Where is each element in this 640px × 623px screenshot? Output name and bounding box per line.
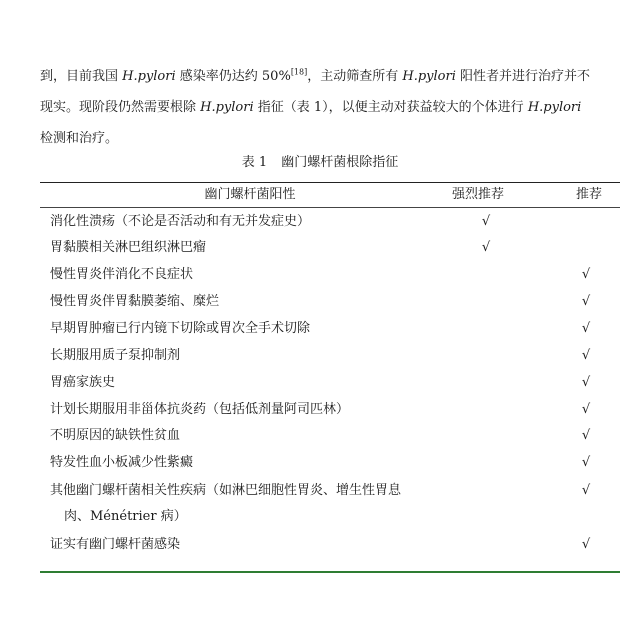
citation-ref[interactable]: [18]: [290, 67, 308, 77]
species-name: H.pylori: [527, 100, 582, 115]
text-segment: 现实。现阶段仍然需要根除: [40, 100, 201, 115]
header-recommend: 推荐: [575, 187, 602, 202]
row-indication: 证实有幽门螺杆菌感染: [50, 537, 181, 552]
header-indication: 幽门螺杆菌阳性: [204, 187, 296, 202]
row-indication-continued: 肉、Ménétrier 病）: [64, 509, 187, 524]
row-indication: 早期胃肿瘤已行内镜下切除或胃次全手术切除: [50, 321, 311, 336]
body-paragraph: [40, 61, 605, 154]
row-indication: 消化性溃疡（不论是否活动和有无并发症史）: [50, 214, 311, 229]
header-strong-recommend: 强烈推荐: [451, 187, 504, 202]
table-header-rule: [40, 207, 620, 208]
row-indication: 其他幽门螺杆菌相关性疾病（如淋巴细胞性胃炎、增生性胃息: [50, 483, 402, 498]
species-name: H.pylori: [122, 69, 176, 84]
recommend-check-icon: √: [581, 321, 591, 336]
text-segment: 指征（表 1），以便主动对获益较大的个体进行: [253, 100, 528, 115]
row-indication: 胃黏膜相关淋巴组织淋巴瘤: [50, 240, 207, 255]
recommend-check-icon: √: [581, 537, 591, 552]
paragraph-line-1: [40, 61, 605, 92]
recommend-check-icon: √: [581, 375, 591, 390]
species-name: H.pylori: [402, 69, 456, 84]
strong-recommend-check-icon: √: [481, 214, 491, 229]
text-segment: 感染率仍达约 50%: [175, 69, 291, 84]
recommend-check-icon: √: [581, 402, 591, 417]
table-number: 表 1: [241, 155, 268, 170]
recommend-check-icon: √: [581, 348, 591, 363]
species-name: H.pylori: [200, 100, 254, 115]
recommend-check-icon: √: [581, 483, 591, 498]
paragraph-line-2: [40, 92, 605, 123]
table-bottom-rule: [40, 571, 620, 573]
strong-recommend-check-icon: √: [481, 240, 491, 255]
recommend-check-icon: √: [581, 267, 591, 282]
row-indication: 特发性血小板减少性紫癜: [50, 455, 194, 470]
text-segment: 到，目前我国: [40, 69, 123, 84]
text-segment: ，主动筛查所有: [307, 69, 403, 84]
text-segment: 阳性者并进行治疗并不: [455, 69, 591, 84]
row-indication: 胃癌家族史: [50, 375, 116, 390]
table-title: 幽门螺杆菌根除指征: [281, 155, 399, 170]
recommend-check-icon: √: [581, 455, 591, 470]
table-caption: [0, 150, 640, 176]
row-indication: 慢性胃炎伴胃黏膜萎缩、糜烂: [50, 294, 220, 309]
row-indication: 慢性胃炎伴消化不良症状: [50, 267, 194, 282]
paragraph-line-3: 检测和治疗。: [40, 131, 119, 146]
row-indication: 不明原因的缺铁性贫血: [50, 428, 181, 443]
recommend-check-icon: √: [581, 428, 591, 443]
row-indication: 计划长期服用非甾体抗炎药（包括低剂量阿司匹林）: [50, 402, 350, 417]
row-indication: 长期服用质子泵抑制剂: [50, 348, 181, 363]
recommend-check-icon: √: [581, 294, 591, 309]
